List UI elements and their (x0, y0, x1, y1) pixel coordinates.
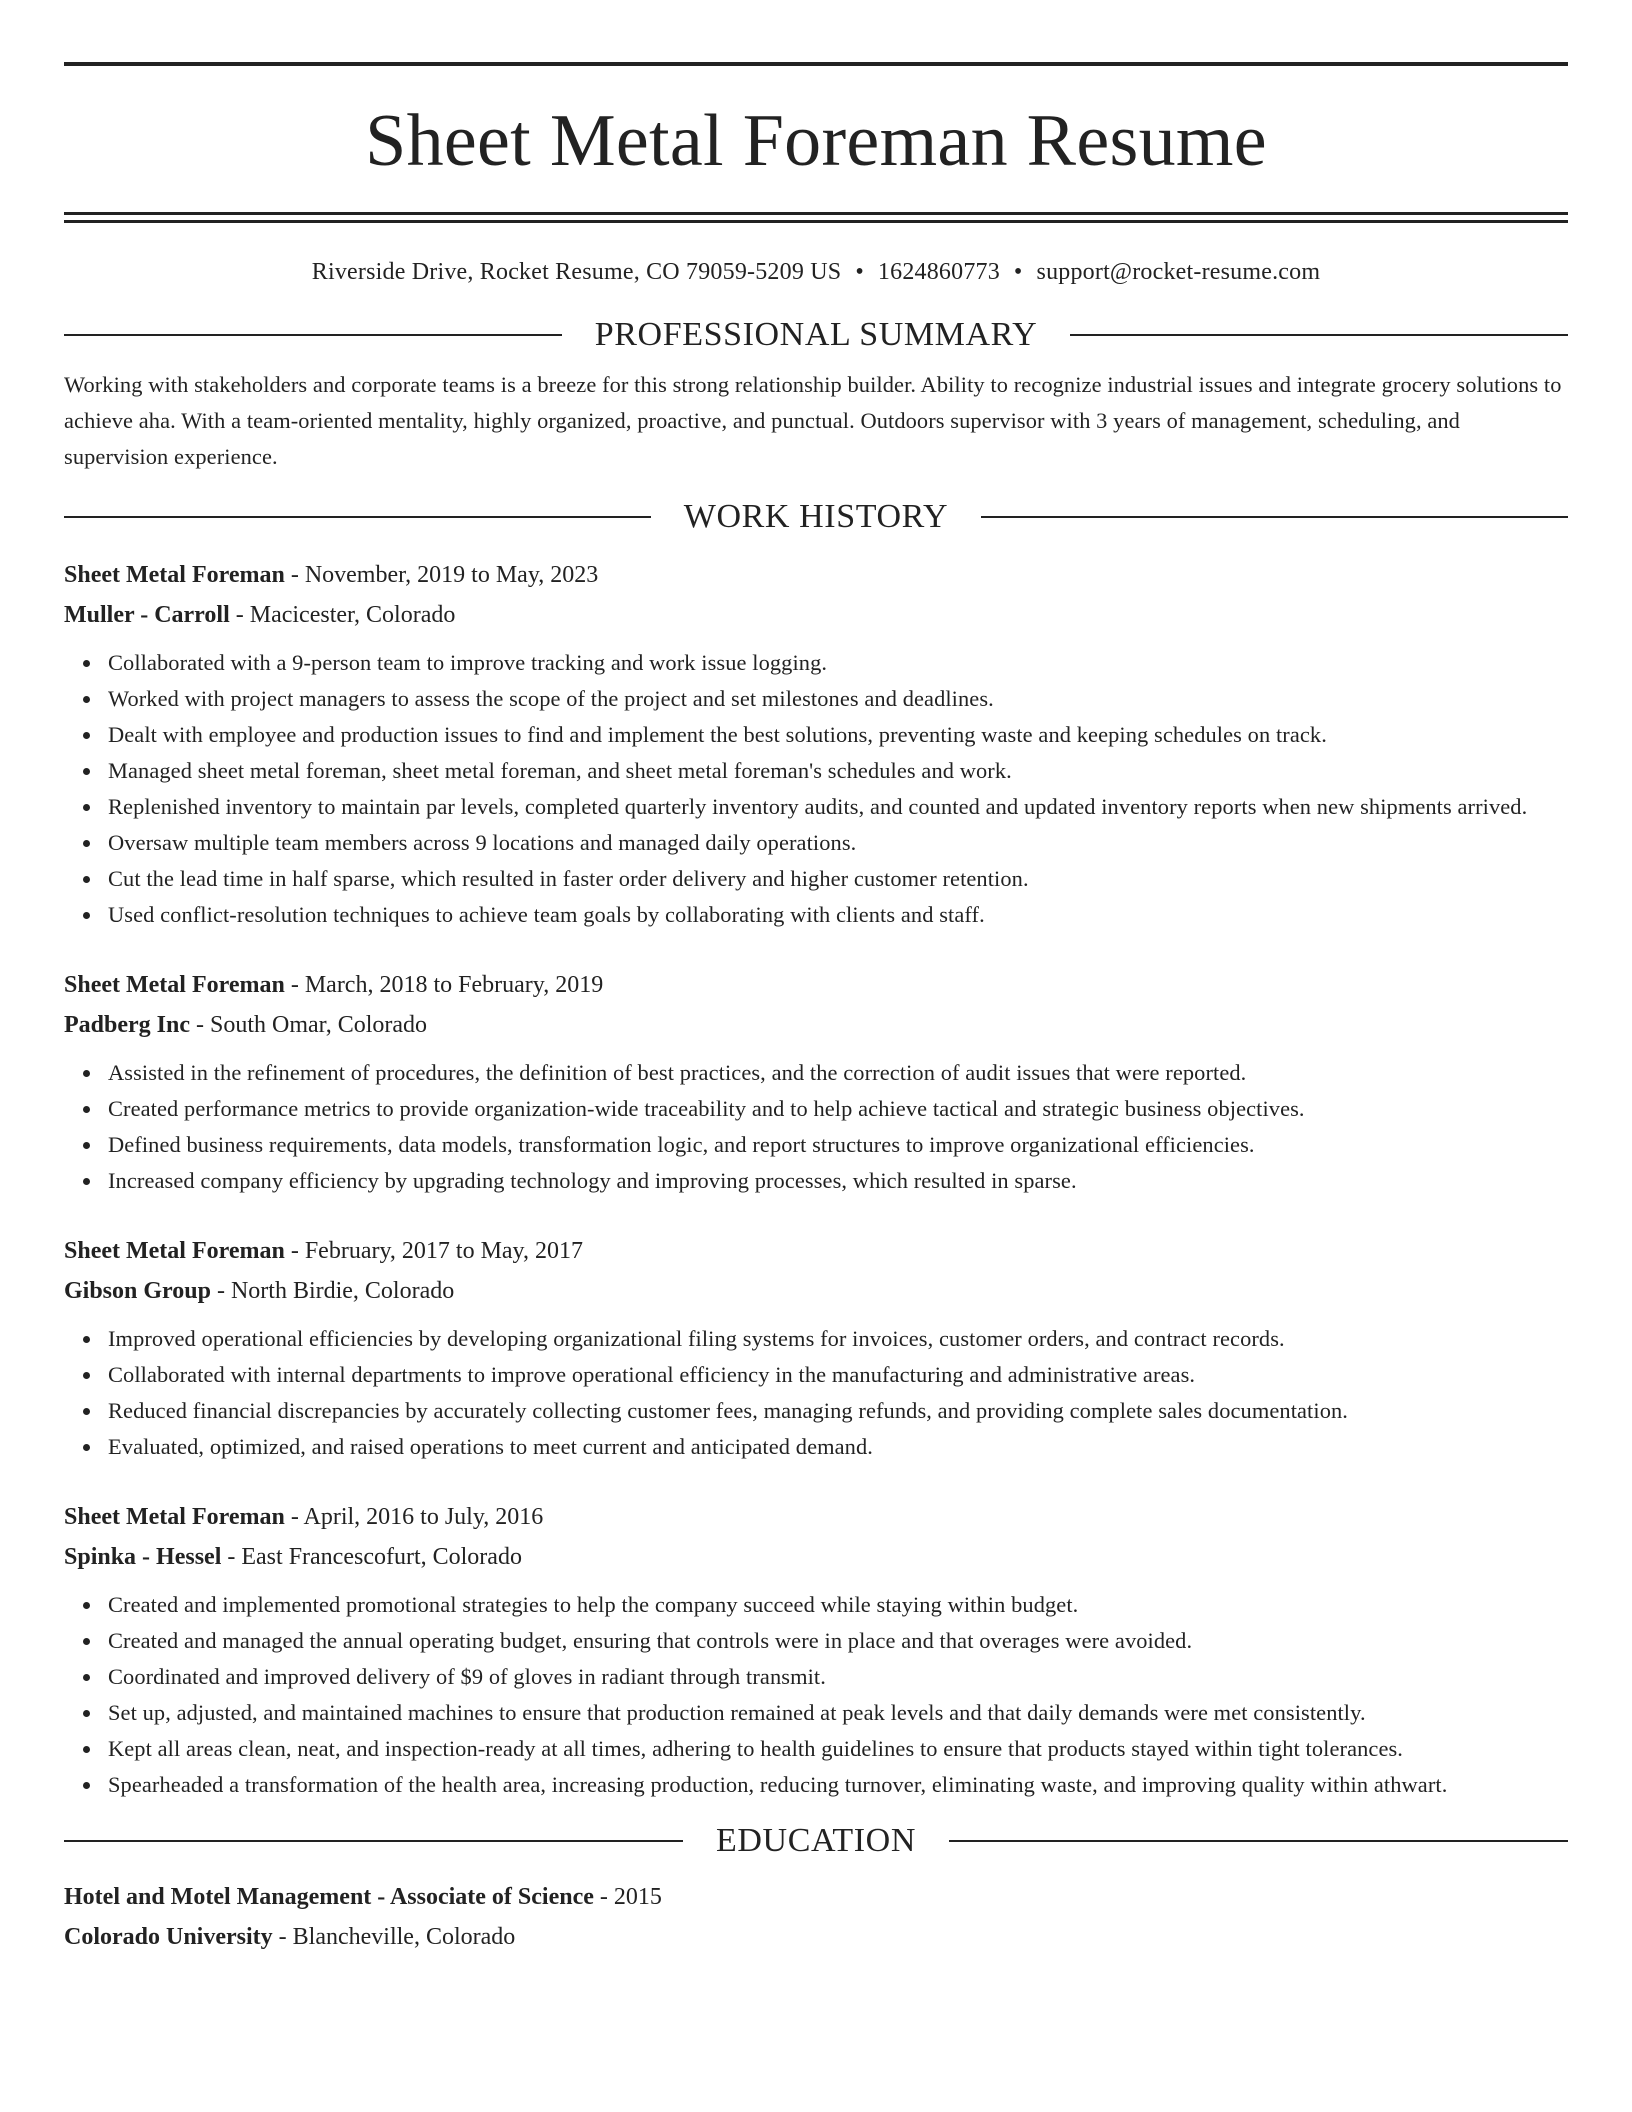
page-title: Sheet Metal Foreman Resume (365, 100, 1267, 182)
section-heading-education (64, 1821, 1568, 1861)
section-title: EDUCATION (716, 1822, 916, 1860)
list-item: Used conflict-resolution techniques to achieve team goals by collaborating with clients and staff. (108, 897, 1568, 933)
job-title: Sheet Metal Foreman (64, 1504, 285, 1531)
heading-rule (64, 334, 562, 336)
list-item: Replenished inventory to maintain par levels, completed quarterly inventory audits, and counted and updated inventory reports when new shipments arrived. (108, 789, 1568, 825)
job-entry (64, 1497, 1568, 1803)
job-company: Spinka - Hessel (64, 1544, 222, 1571)
job-company-line (64, 1537, 1568, 1577)
section-heading-summary (64, 315, 1568, 355)
contact-separator: • (855, 259, 864, 285)
job-entry (64, 1231, 1568, 1465)
job-entry (64, 555, 1568, 933)
education-school: Colorado University (64, 1924, 273, 1951)
list-item: Dealt with employee and production issues to find and implement the best solutions, preventing waste and keeping schedules on track. (108, 717, 1568, 753)
section-title: WORK HISTORY (683, 498, 949, 536)
job-location: - South Omar, Colorado (190, 1012, 428, 1039)
job-dates: - April, 2016 to July, 2016 (284, 1504, 544, 1531)
list-item: Worked with project managers to assess the scope of the project and set milestones and deadlines. (108, 681, 1568, 717)
contact-address: Riverside Drive, Rocket Resume, CO 79059-5209 US (311, 259, 842, 285)
job-company-line (64, 595, 1568, 635)
job-dates: - March, 2018 to February, 2019 (284, 972, 604, 999)
job-dates: - February, 2017 to May, 2017 (284, 1238, 583, 1265)
list-item: Created and implemented promotional strategies to help the company succeed while staying within budget. (108, 1587, 1568, 1623)
education-school-line (64, 1917, 1568, 1957)
job-location: - North Birdie, Colorado (210, 1278, 455, 1305)
list-item: Increased company efficiency by upgrading technology and improving processes, which resulted in sparse. (108, 1163, 1568, 1199)
contact-line (64, 257, 1568, 287)
heading-rule (949, 1840, 1568, 1842)
job-company-line (64, 1271, 1568, 1311)
list-item: Defined business requirements, data models, transformation logic, and report structures to improve organizational efficiencies. (108, 1127, 1568, 1163)
job-company: Muller - Carroll (64, 602, 230, 629)
job-title-line (64, 1497, 1568, 1537)
job-company: Padberg Inc (64, 1012, 190, 1039)
job-title: Sheet Metal Foreman (64, 972, 285, 999)
job-company-line (64, 1005, 1568, 1045)
job-location: - Macicester, Colorado (229, 602, 456, 629)
list-item: Collaborated with internal departments to improve operational efficiency in the manufacturing and administrative areas. (108, 1357, 1568, 1393)
job-bullet-list (64, 645, 1568, 933)
job-title-line (64, 1231, 1568, 1271)
list-item: Evaluated, optimized, and raised operations to meet current and anticipated demand. (108, 1429, 1568, 1465)
education-location: - Blancheville, Colorado (272, 1924, 516, 1951)
list-item: Kept all areas clean, neat, and inspection-ready at all times, adhering to health guidelines to ensure that products stayed within tight tolerances. (108, 1731, 1568, 1767)
heading-rule (981, 516, 1568, 518)
summary-paragraph: Working with stakeholders and corporate teams is a breeze for this strong relationship builder. Ability to recognize industrial issues and integrate grocery solutions to achieve aha. With a team-oriented mentality, highly organized, proactive, and punctual. Outdoors supervisor with 3 years of management, scheduling, and supervision experience. (64, 372, 1562, 469)
job-entry (64, 965, 1568, 1199)
heading-rule (1070, 334, 1568, 336)
title-double-rule (64, 212, 1568, 223)
list-item: Managed sheet metal foreman, sheet metal foreman, and sheet metal foreman's schedules and work. (108, 753, 1568, 789)
job-title: Sheet Metal Foreman (64, 562, 285, 589)
job-bullet-list (64, 1055, 1568, 1199)
job-location: - East Francescofurt, Colorado (221, 1544, 522, 1571)
education-degree: Hotel and Motel Management - Associate of Science (64, 1884, 594, 1911)
job-title: Sheet Metal Foreman (64, 1238, 285, 1265)
list-item: Assisted in the refinement of procedures, the definition of best practices, and the correction of audit issues that were reported. (108, 1055, 1568, 1091)
education-degree-line (64, 1877, 1568, 1917)
list-item: Cut the lead time in half sparse, which resulted in faster order delivery and higher customer retention. (108, 861, 1568, 897)
job-dates: - November, 2019 to May, 2023 (284, 562, 599, 589)
job-title-line (64, 965, 1568, 1005)
list-item: Improved operational efficiencies by developing organizational filing systems for invoices, customer orders, and contract records. (108, 1321, 1568, 1357)
education-year: - 2015 (593, 1884, 662, 1911)
heading-rule (64, 516, 651, 518)
list-item: Reduced financial discrepancies by accurately collecting customer fees, managing refunds, and providing complete sales documentation. (108, 1393, 1568, 1429)
heading-rule (64, 1840, 683, 1842)
job-title-line (64, 555, 1568, 595)
contact-email[interactable]: support@rocket-resume.com (1036, 259, 1321, 285)
list-item: Created performance metrics to provide organization-wide traceability and to help achieve tactical and strategic business objectives. (108, 1091, 1568, 1127)
list-item: Collaborated with a 9-person team to improve tracking and work issue logging. (108, 645, 1568, 681)
top-rule (64, 62, 1568, 66)
section-heading-work-history (64, 497, 1568, 537)
section-title: PROFESSIONAL SUMMARY (594, 316, 1038, 353)
list-item: Oversaw multiple team members across 9 locations and managed daily operations. (108, 825, 1568, 861)
education-entry (64, 1877, 1568, 1957)
job-bullet-list (64, 1587, 1568, 1803)
job-company: Gibson Group (64, 1278, 211, 1305)
contact-phone[interactable]: 1624860773 (877, 259, 1000, 285)
list-item: Created and managed the annual operating budget, ensuring that controls were in place and that overages were avoided. (108, 1623, 1568, 1659)
job-bullet-list (64, 1321, 1568, 1465)
list-item: Coordinated and improved delivery of $9 of gloves in radiant through transmit. (108, 1659, 1568, 1695)
list-item: Spearheaded a transformation of the health area, increasing production, reducing turnover, eliminating waste, and improving quality within athwart. (108, 1767, 1568, 1803)
contact-separator: • (1013, 259, 1023, 285)
list-item: Set up, adjusted, and maintained machines to ensure that production remained at peak levels and that daily demands were met consistently. (108, 1695, 1568, 1731)
